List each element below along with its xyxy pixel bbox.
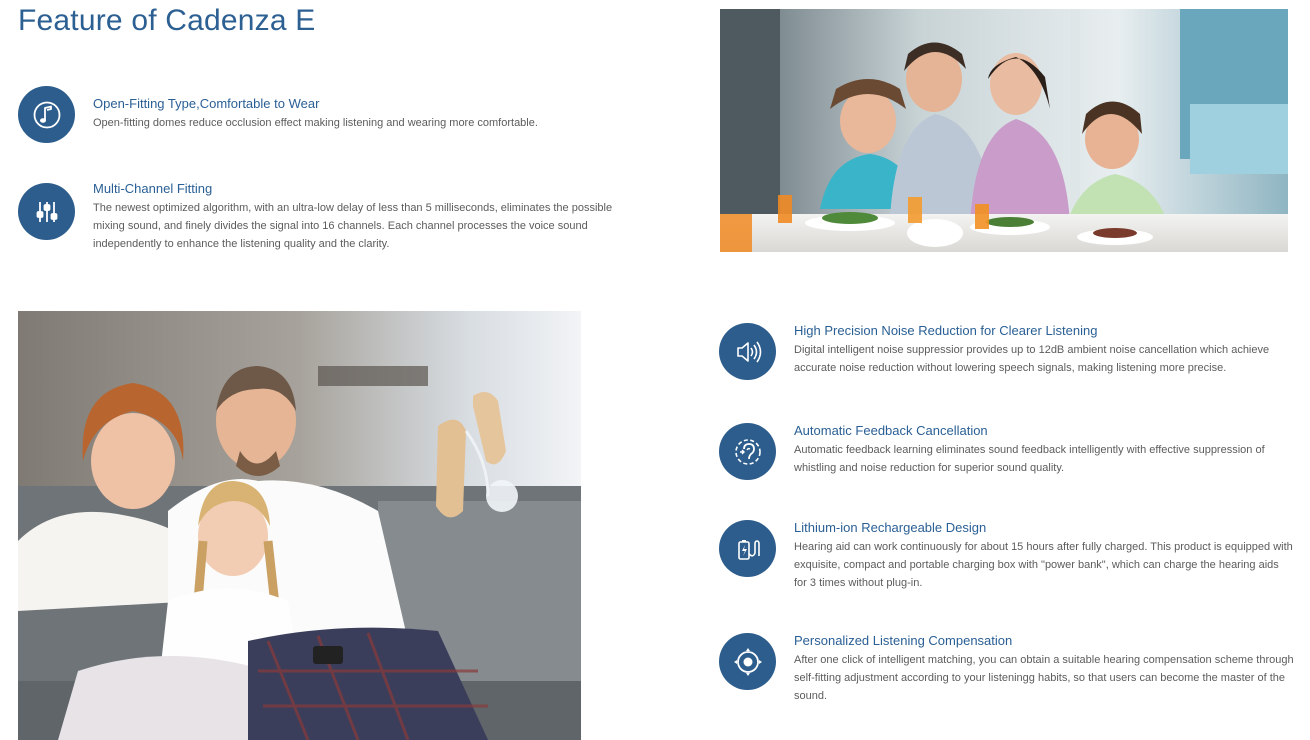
feature-noise-reduction [719,313,1294,388]
feature-description: Digital intelligent noise suppressior provides up to 12dB ambient noise cancellation which achieve accurate noise reduction without lowering speech signals, making listening more precise. [794,344,1270,374]
feature-listening-compensation [719,623,1294,713]
feature-description: Automatic feedback learning eliminates sound feedback intelligently with effective suppression of whistling and noise reduction for superior sound quality. [794,444,1265,474]
family-dining-photo [720,9,1288,252]
page-title: Feature of Cadenza E [18,4,316,37]
family-couch-hearing-aid-photo [18,311,581,740]
feature-feedback-cancellation [719,413,1294,488]
feature-title: Multi-Channel Fitting [93,181,213,196]
feature-multi-channel [18,171,618,261]
feature-title: High Precision Noise Reduction for Clearer Listening [794,323,1098,338]
feature-description: The newest optimized algorithm, with an ultra-low delay of less than 5 milliseconds, eliminates the possible mixing sound, and finely divides the signal into 16 channels. Each channel processes the voice sound independently to enhance the listening quality and the clarity. [93,202,613,250]
feature-title: Lithium-ion Rechargeable Design [794,520,987,535]
music-note-icon [18,86,75,143]
feature-rechargeable [719,510,1294,600]
equalizer-sliders-icon [18,183,75,240]
target-adjust-icon [719,633,776,690]
feature-description: Open-fitting domes reduce occlusion effect making listening and wearing more comfortable. [93,117,538,129]
feature-description: After one click of intelligent matching, you can obtain a suitable hearing compensation scheme through self-fitting adjustment according to your listeningg habits, so that users can become the master of the sound. [794,654,1294,702]
battery-charging-icon [719,520,776,577]
feature-description: Hearing aid can work continuously for about 15 hours after fully charged. This product is equipped with exquisite, compact and portable charging box with "power bank", which can charge the hearing aids for 3 times without plug-in. [794,541,1293,589]
feature-title: Open-Fitting Type,Comfortable to Wear [93,96,320,111]
feature-title: Personalized Listening Compensation [794,633,1013,648]
feedback-ear-icon [719,423,776,480]
feature-title: Automatic Feedback Cancellation [794,423,988,438]
feature-open-fitting [18,86,618,146]
speaker-sound-icon [719,323,776,380]
